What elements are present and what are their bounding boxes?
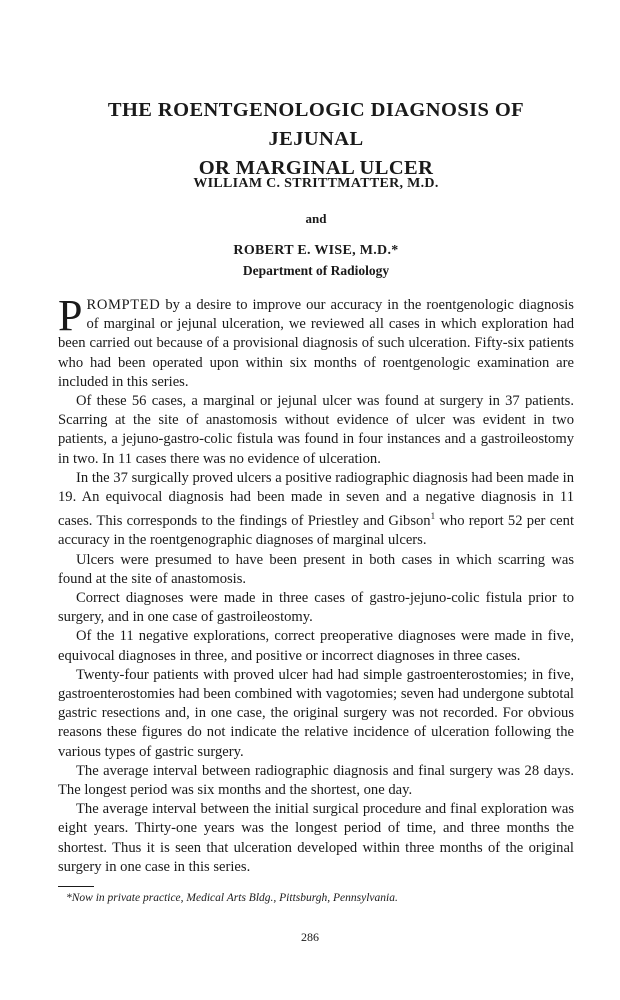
paragraph-4: Ulcers were presumed to have been present in both cases in which scarring was found at the site of anastomosis. [58,551,574,587]
footnote-rule [58,886,94,887]
paragraph-7: Twenty-four patients with proved ulcer had had simple gastroenterostomies; in five, gastroenterostomies had been combined with vagotomies; seven had undergone subtotal gastric resections and, in one case, the original surgery was not recorded. For obvious reasons these figures do not indicate the relative incidence of ulceration following the various types of gastric surgery. [58,666,574,760]
title-line-1: THE ROENTGENOLOGIC DIAGNOSIS OF JEJUNAL [107,99,525,150]
article-body [58,291,575,877]
paragraph-3 [58,469,574,551]
article-title [60,96,572,183]
title-line-2: OR MARGINAL ULCER [198,157,434,179]
paragraph-9: The average interval between the initial surgical procedure and final exploration was eight years. Thirty-one years was the longest period of time, and three months the shortest. Thus it is seen that ulceration developed within three months of the original surgery in one case in this series. [58,801,574,875]
paragraph-5: Correct diagnoses were made in three cases of gastro-jejuno-colic fistula prior to surgery, and in one case of gastroileostomy. [58,589,574,626]
page-number: 286 [301,930,319,944]
paragraph-8: The average interval between radiographic diagnosis and final surgery was 28 days. The longest period was six months and the shortest, one day. [58,762,574,798]
opening-word: ROMPTED [86,297,161,313]
paragraph-6: Of the 11 negative explorations, correct preoperative diagnoses were made in five, equivocal diagnoses in three, and positive or incorrect diagnoses in three cases. [58,628,574,664]
paragraph-3-text-b: who report 52 per cent accuracy in the roentgenographic diagnoses of marginal ulcers. [58,513,575,549]
footnote: *Now in private practice, Medical Arts Bldg., Pittsburgh, Pennsylvania. [66,892,398,904]
department: Department of Radiology [242,263,390,278]
paragraph-1-text: by a desire to improve our accuracy in the roentgenologic diagnosis of marginal or jejunal ulceration, we reviewed all cases in which exploration had been carried out because of a provisional diagnosis of such ulceration. Fifty-six patients who had been operated upon within six months of roentgenologic examination are included in this series. [58,297,574,390]
citation-superscript: 1 [430,511,436,522]
paragraph-3-text-a: In the 37 surgically proved ulcers a positive radiographic diagnosis had been made in 19. An equivocal diagnosis had been made in seven and a negative diagnosis in 11 cases. This corresponds to the findings of Priestley and Gibson [58,469,574,530]
drop-cap: P [58,291,83,340]
paragraph-2: Of these 56 cases, a marginal or jejunal ulcer was found at surgery in 37 patients. Scarring at the site of anastomosis without evidence of ulcer was evident in two patients, a jejuno-gastro-colic fistula was found in four instances and a gastroileostomy in two. In 11 cases there was no evidence of ulceration. [58,393,574,467]
author-2: ROBERT E. WISE, M.D.* [233,243,399,258]
paragraph-1 [58,291,574,392]
author-conjunction: and [305,211,327,226]
author-1: WILLIAM C. STRITTMATTER, M.D. [193,176,439,191]
